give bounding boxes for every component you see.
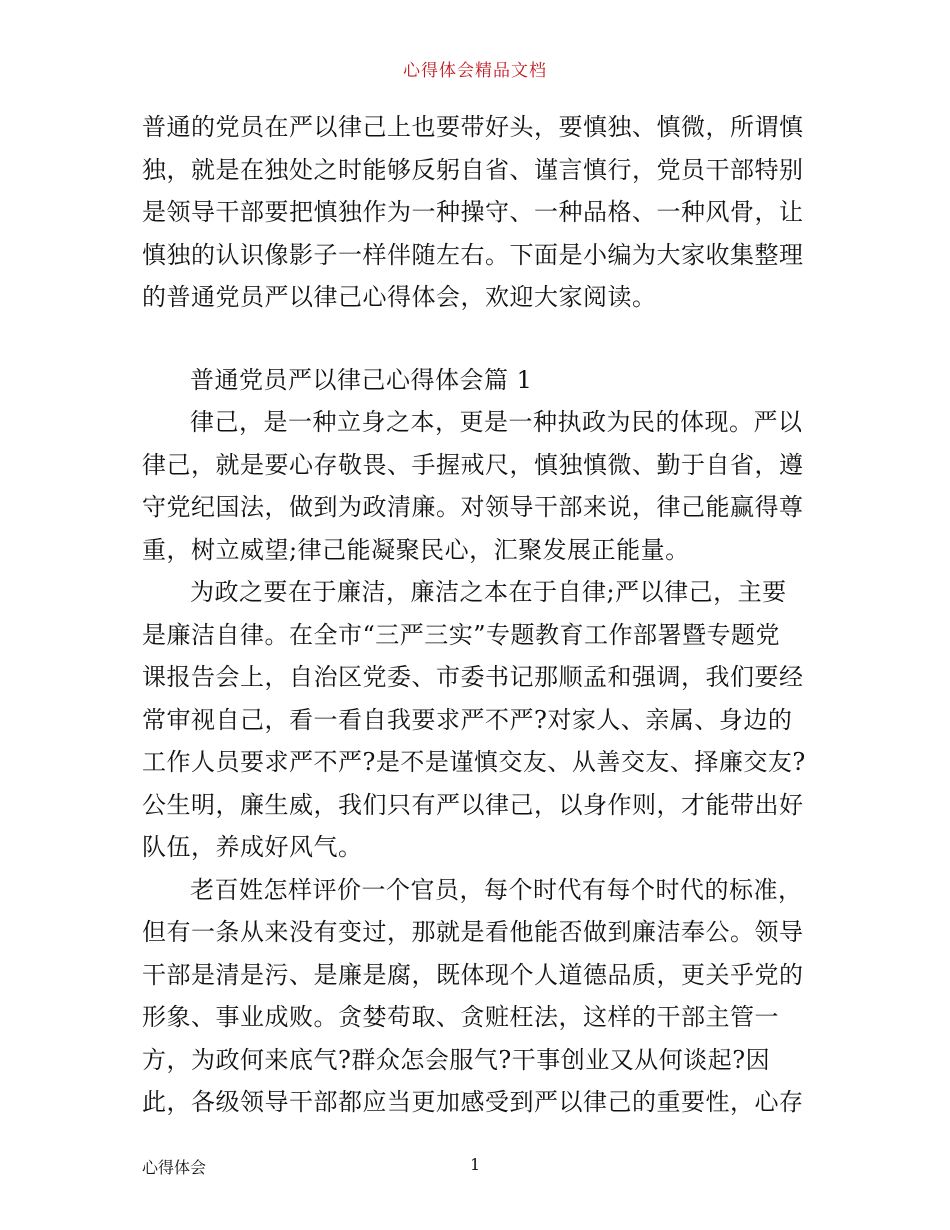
page-number: 1 (470, 1155, 481, 1174)
text-line: 老百姓怎样评价一个官员，每个时代有每个时代的标准， (190, 875, 803, 904)
text-line: 但有一条从来没有变过，那就是看他能否做到廉洁奉公。领导 (142, 918, 804, 946)
document-body (142, 106, 812, 1124)
text-line: 方，为政何来底气?群众怎会服气?干事创业又从何谈起?因 (142, 1045, 771, 1074)
text-line: 律己，就是要心存敬畏、手握戒尺，慎独慎微、勤于自省，遵 (142, 450, 804, 479)
text-line: 形象、事业成败。贪婪苟取、贪赃枉法，这样的干部主管一 (142, 1003, 779, 1031)
text-line: 律己，是一种立身之本，更是一种执政为民的体现。严以 (190, 408, 803, 436)
text-line: 独，就是在独处之时能够反躬自省、谨言慎行，党员干部特别 (142, 155, 804, 184)
text-line: 普通的党员在严以律己上也要带好头，要慎独、慎微，所谓慎 (142, 113, 804, 141)
text-line: 是领导干部要把慎独作为一种操守、一种品格、一种风骨，让 (142, 198, 804, 226)
section-heading: 普通党员严以律己心得体会篇 1 (190, 365, 533, 394)
document-header-title: 心得体会精品文档 (403, 61, 547, 81)
footer-label: 心得体会 (142, 1158, 207, 1177)
text-line: 慎独的认识像影子一样伴随左右。下面是小编为大家收集整理 (142, 240, 804, 269)
text-line: 干部是清是污、是廉是腐，既体现个人道德品质，更关乎党的 (142, 960, 804, 989)
text-line: 重，树立威望;律己能凝聚民心，汇聚发展正能量。 (142, 535, 690, 564)
text-line: 此，各级领导干部都应当更加感受到严以律己的重要性，心存 (142, 1088, 804, 1116)
text-line: 队伍，养成好风气。 (142, 833, 363, 861)
text-line: 工作人员要求严不严?是不是谨慎交友、从善交友、择廉交友? (142, 748, 806, 776)
text-line: 常审视自己，看一看自我要求严不严?对家人、亲属、身边的 (142, 705, 793, 734)
text-line: 课报告会上，自治区党委、市委书记那顺孟和强调，我们要经 (142, 663, 804, 691)
text-line: 是廉洁自律。在全市“三严三实”专题教育工作部署暨专题党 (142, 620, 781, 649)
text-line: 的普通党员严以律己心得体会，欢迎大家阅读。 (142, 283, 657, 311)
text-line: 公生明，廉生威，我们只有严以律己，以身作则，才能带出好 (142, 790, 804, 819)
text-line: 守党纪国法，做到为政清廉。对领导干部来说，律己能赢得尊 (142, 493, 804, 521)
text-line: 为政之要在于廉洁，廉洁之本在于自律;严以律己，主要 (190, 578, 787, 606)
